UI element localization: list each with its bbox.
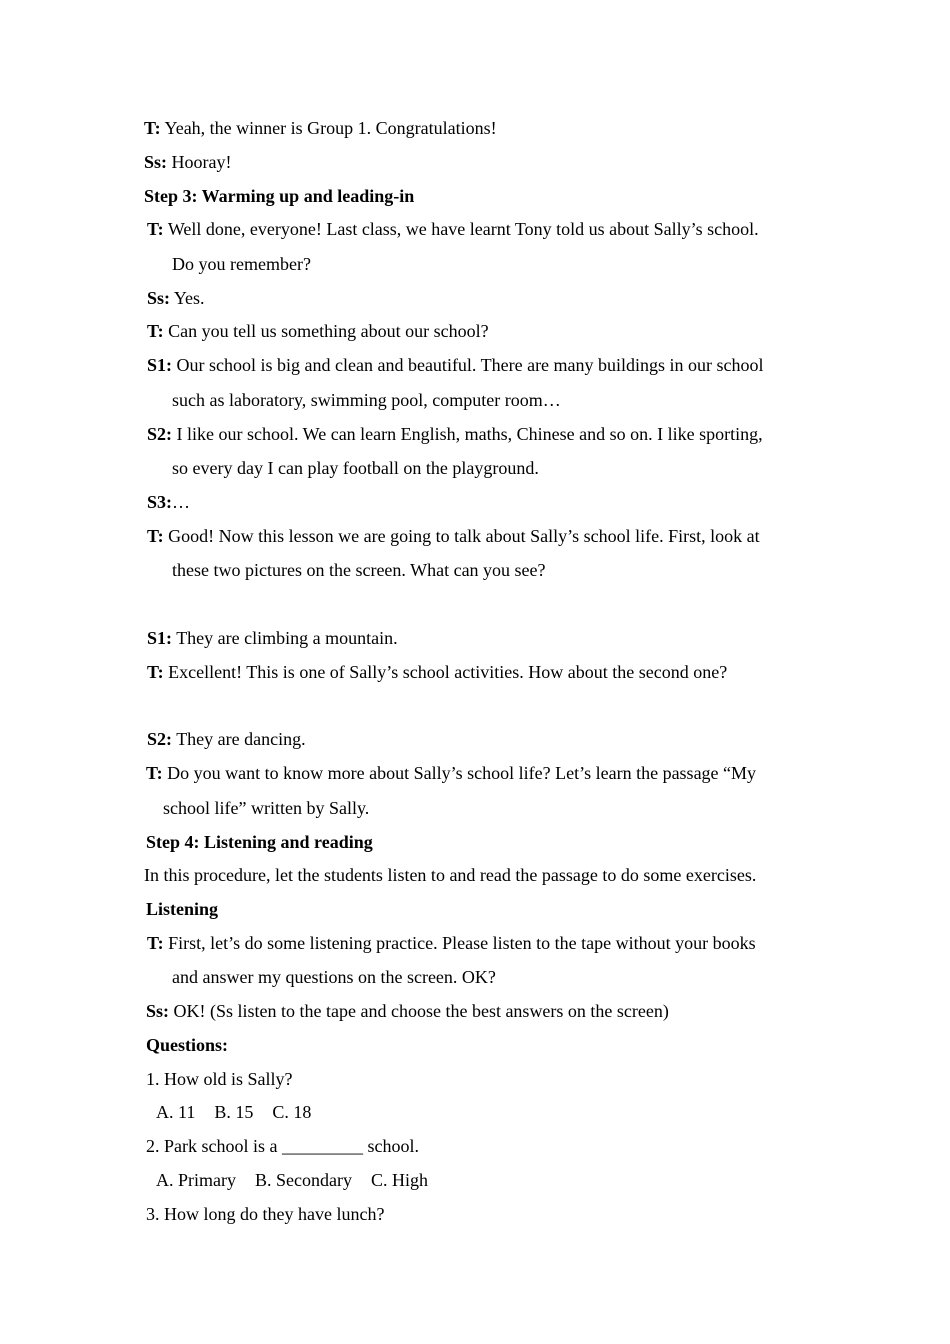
dialogue-line — [147, 320, 489, 342]
procedure-text: In this procedure, let the students listen to and read the passage to do some exercises. — [144, 865, 757, 885]
question-text: 1. How old is Sally? — [146, 1069, 293, 1089]
line-text: They are dancing. — [172, 729, 306, 749]
line-text: Hooray! — [167, 152, 232, 172]
continuation-line: and answer my questions on the screen. OK? — [172, 967, 496, 987]
speaker-label: T: — [144, 118, 161, 138]
speaker-label: S2: — [147, 729, 173, 749]
dialogue-line — [147, 728, 306, 750]
speaker-label: T: — [147, 933, 164, 953]
dialogue-line — [147, 932, 756, 954]
speaker-label: T: — [147, 662, 164, 682]
line-text: I like our school. We can learn English, maths, Chinese and so on. I like sporting, — [172, 424, 763, 444]
speaker-label: S1: — [147, 355, 173, 375]
speaker-label: T: — [147, 219, 164, 239]
dialogue-line — [147, 491, 190, 513]
speaker-label: S3: — [147, 492, 173, 512]
line-text: First, let’s do some listening practice. Please listen to the tape without your books — [163, 933, 756, 953]
continuation-line: school life” written by Sally. — [163, 798, 370, 818]
answer-options — [156, 1169, 428, 1191]
dialogue-line — [147, 627, 398, 649]
answer-option: A. Primary — [156, 1170, 236, 1190]
section-heading: Listening — [146, 899, 219, 919]
answer-option: B. Secondary — [255, 1170, 352, 1190]
step-heading: Step 3: Warming up and leading-in — [144, 186, 415, 206]
speaker-label: Ss: — [144, 152, 168, 172]
dialogue-line — [147, 525, 760, 547]
answer-options — [156, 1101, 311, 1123]
line-text: Well done, everyone! Last class, we have learnt Tony told us about Sally’s school. — [163, 219, 759, 239]
answer-option: A. 11 — [156, 1102, 196, 1122]
line-text: They are climbing a mountain. — [172, 628, 398, 648]
question-text: 2. Park school is a _________ school. — [146, 1136, 419, 1156]
dialogue-line — [147, 287, 205, 309]
question-text: 3. How long do they have lunch? — [146, 1204, 385, 1224]
continuation-line: these two pictures on the screen. What can you see? — [172, 560, 546, 580]
speaker-label: Ss: — [146, 1001, 170, 1021]
speaker-label: S1: — [147, 628, 173, 648]
line-text: Our school is big and clean and beautiful. There are many buildings in our school — [172, 355, 764, 375]
line-text: Yeah, the winner is Group 1. Congratulations! — [160, 118, 497, 138]
answer-option: C. 18 — [272, 1102, 312, 1122]
line-text: Do you want to know more about Sally’s school life? Let’s learn the passage “My — [162, 763, 757, 783]
line-text: Yes. — [170, 288, 205, 308]
dialogue-line — [147, 354, 764, 376]
answer-option: B. 15 — [214, 1102, 254, 1122]
section-heading: Questions: — [146, 1035, 229, 1055]
answer-option: C. High — [370, 1170, 428, 1190]
speaker-label: S2: — [147, 424, 173, 444]
speaker-label: T: — [147, 526, 164, 546]
dialogue-line — [147, 218, 759, 240]
dialogue-line — [147, 423, 763, 445]
speaker-label: T: — [147, 321, 164, 341]
line-text: OK! (Ss listen to the tape and choose the best answers on the screen) — [169, 1001, 669, 1021]
speaker-label: Ss: — [147, 288, 171, 308]
dialogue-line — [146, 1000, 669, 1022]
line-text: Can you tell us something about our school? — [163, 321, 489, 341]
continuation-line: such as laboratory, swimming pool, computer room… — [172, 390, 561, 410]
speaker-label: T: — [146, 763, 163, 783]
continuation-line: so every day I can play football on the playground. — [172, 458, 539, 478]
line-text: Good! Now this lesson we are going to talk about Sally’s school life. First, look at — [163, 526, 760, 546]
dialogue-line — [147, 661, 727, 683]
line-text: … — [172, 492, 191, 512]
line-text: Excellent! This is one of Sally’s school activities. How about the second one? — [163, 662, 728, 682]
step-heading: Step 4: Listening and reading — [146, 832, 373, 852]
dialogue-line — [144, 151, 232, 173]
continuation-line: Do you remember? — [172, 254, 311, 274]
dialogue-line — [146, 762, 756, 784]
dialogue-line — [144, 117, 497, 139]
